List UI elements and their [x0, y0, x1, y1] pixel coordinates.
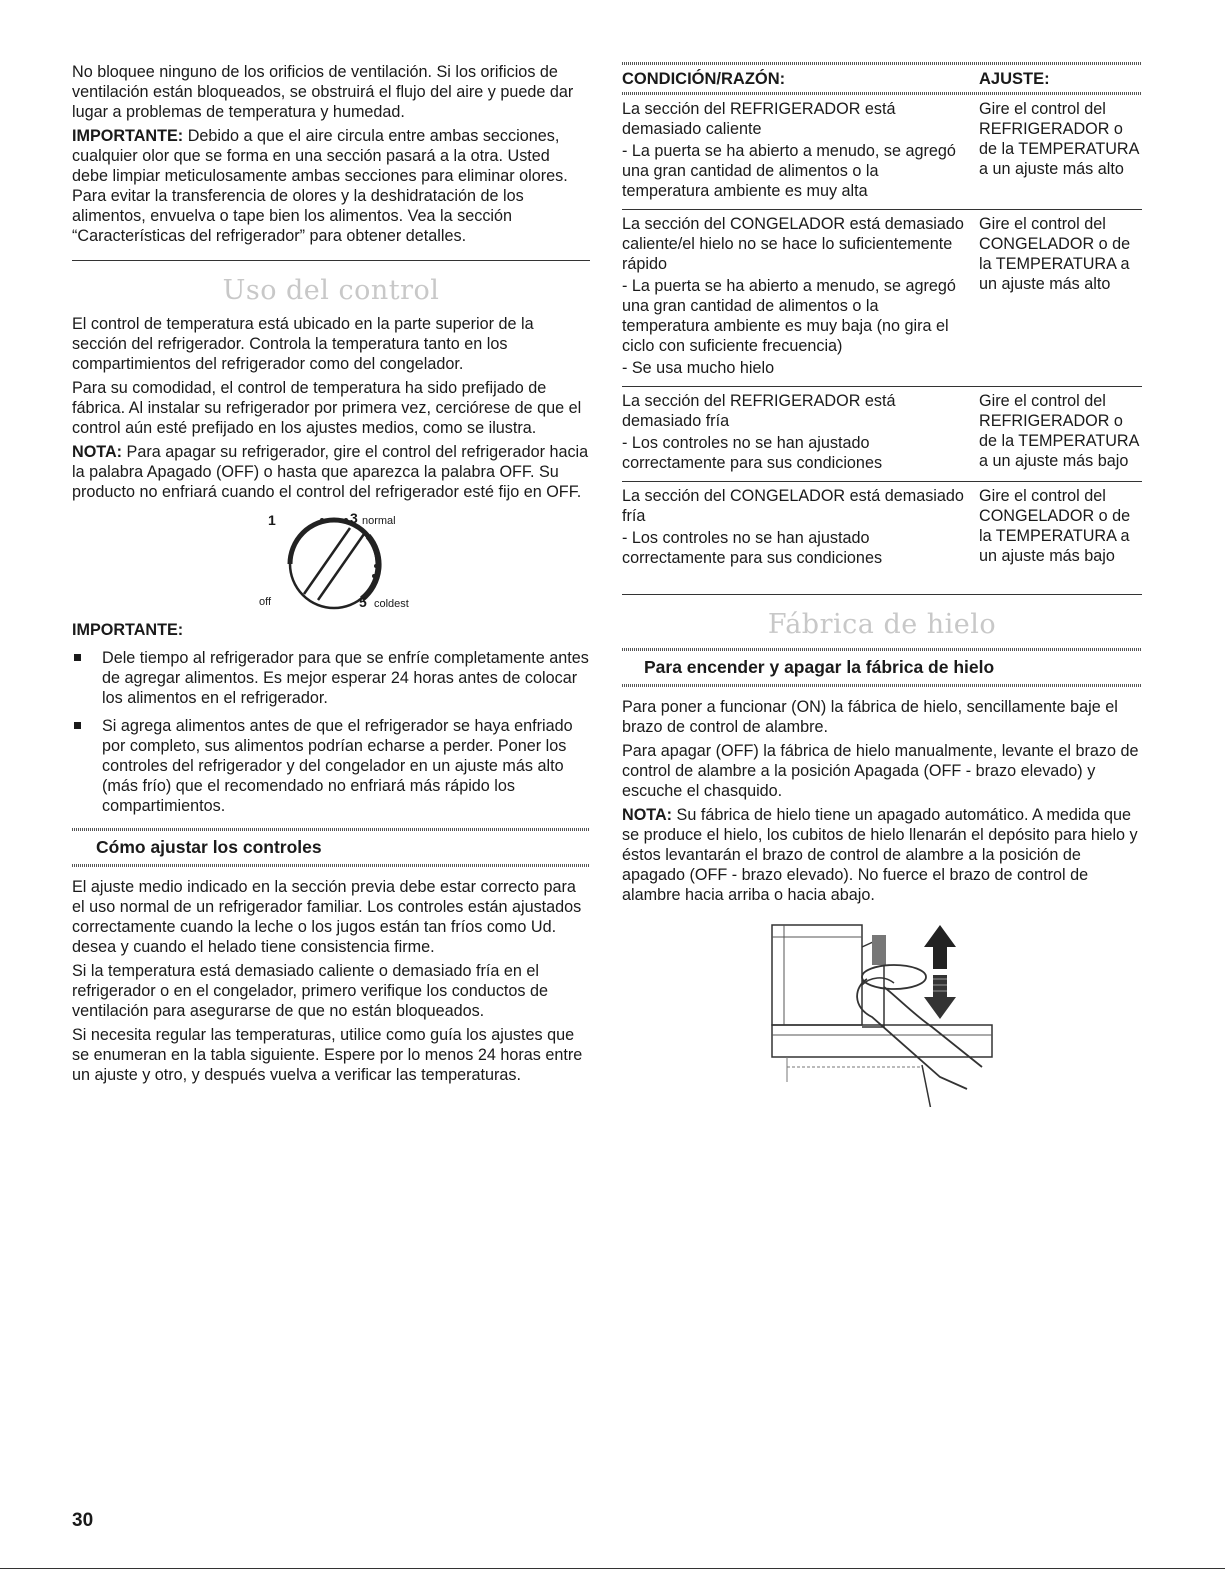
como-paragraph-2: Si la temperatura está demasiado caliente o demasiado fría en el refrigerador o en el congelador, primero verifique los conductos de ventilación para asegurarse de que no están bloqueados. — [72, 962, 549, 1020]
section-divider — [622, 594, 1142, 595]
subhead-top-rule — [72, 828, 590, 831]
intro-paragraph: No bloquee ninguno de los orificios de ventilación. Si los orificios de ventilación están bloqueados, se obstruirá el flujo del aire y puede dar lugar a problemas de temperatura y humedad. — [72, 63, 574, 121]
condition-cell: La sección del REFRIGERADOR está demasiado fría - Los controles no se han ajustado correctamente para sus condiciones — [622, 392, 896, 472]
fabrica-de-hielo-heading: Fábrica de hielo — [767, 609, 997, 640]
section-divider — [72, 260, 590, 261]
dial-label-normal: normal — [362, 515, 396, 527]
important-label: IMPORTANTE: — [72, 127, 184, 145]
como-paragraph-3: Si necesita regular las temperaturas, utilice como guía los ajustes que se enumeran en la tabla siguiente. Espere por lo menos 24 horas entre un ajuste y otro, y después vuelva a verificar las temperaturas. — [72, 1026, 583, 1084]
page-bottom-rule — [0, 1568, 1225, 1569]
nota-text: Su fábrica de hielo tiene un apagado automático. A medida que se produce el hielo, los cubitos de hielo llenarán el depósito para hielo y éstos levantarán el brazo de control de alambre a la posición de apagado (OFF - brazo elevado). No fuerce el brazo de control de alambre hacia arriba o hacia abajo. — [622, 806, 1138, 904]
nota-paragraph — [72, 442, 590, 502]
nota-label: NOTA: — [622, 806, 673, 824]
table-row — [622, 387, 1142, 481]
condition-cell: La sección del REFRIGERADOR está demasiado caliente - La puerta se ha abierto a menudo, se agregó una gran cantidad de alimentos o la temperatura ambiente es muy alta — [622, 100, 956, 200]
list-item: Dele tiempo al refrigerador para que se enfríe completamente antes de agregar alimentos. Es mejor esperar 24 horas antes de colocar los alimentos en el refrigerador. — [72, 648, 590, 708]
fabrica-paragraph-1: Para poner a funcionar (ON) la fábrica de hielo, sencillamente baje el brazo de control de alambre. — [622, 698, 1118, 736]
table-row — [622, 95, 1142, 209]
adjust-cell: Gire el control del REFRIGERADOR o de la TEMPERATURA a un ajuste más alto — [979, 100, 1139, 178]
uso-paragraph-2: Para su comodidad, el control de temperatura ha sido prefijado de fábrica. Al instalar su refrigerador por primera vez, cerciórese de que el control aún esté prefijado en los ajustes medios, como se ilustra. — [72, 379, 582, 437]
ice-maker-illustration-icon — [622, 917, 1142, 1107]
temperature-dial-figure — [72, 506, 590, 614]
table-row — [622, 210, 1142, 386]
uso-paragraph-1: El control de temperatura está ubicado en la parte superior de la sección del refrigerador. Controla la temperatura tanto en los compartimientos del refrigerador como del congelador. — [72, 315, 534, 373]
encender-apagar-heading: Para encender y apagar la fábrica de hielo — [644, 657, 995, 677]
dial-label-1: 1 — [268, 512, 276, 528]
condition-cell: La sección del CONGELADOR está demasiado caliente/el hielo no se hace lo suficientemente rápido - La puerta se ha abierto a menudo, se agregó una gran cantidad de alimentos o la temperatura ambiente es muy baja (no gira el ciclo con suficiente frecuencia) - Se usa mucho hielo — [622, 215, 964, 377]
subhead-bottom-rule — [622, 684, 1142, 687]
bullet-icon — [74, 654, 81, 661]
dial-icon — [72, 506, 590, 614]
adjust-header: AJUSTE: — [979, 70, 1050, 88]
nota-text: Para apagar su refrigerador, gire el control del refrigerador hacia la palabra Apagado (OFF) o hasta que aparezca la palabra OFF. Su producto no enfriará cuando el control del refrigerador esté fijo en OFF. — [72, 443, 589, 501]
subhead-top-rule — [622, 648, 1142, 651]
right-column — [622, 62, 1142, 1107]
adjustment-table — [622, 65, 1142, 576]
bullet-icon — [74, 722, 81, 729]
como-ajustar-heading: Cómo ajustar los controles — [96, 837, 322, 857]
adjust-cell: Gire el control del REFRIGERADOR o de la TEMPERATURA a un ajuste más bajo — [979, 392, 1139, 470]
dial-label-off: off — [259, 596, 272, 608]
important-bullet-list — [72, 648, 590, 816]
dial-label-coldest: coldest — [374, 598, 409, 610]
page-number: 30 — [72, 1510, 94, 1531]
fabrica-nota-paragraph — [622, 805, 1142, 905]
dial-label-3: 3 — [350, 510, 358, 526]
condition-cell: La sección del CONGELADOR está demasiado fría - Los controles no se han ajustado correctamente para sus condiciones — [622, 487, 964, 567]
uso-del-control-heading: Uso del control — [222, 275, 440, 306]
como-paragraph-1: El ajuste medio indicado en la sección previa debe estar correcto para el uso normal de un refrigerador familiar. Los controles están ajustados correctamente cuando la leche o los jugos están tan fríos como Ud. desea y cuando el helado tiene consistencia firme. — [72, 878, 582, 956]
adjust-cell: Gire el control del CONGELADOR o de la TEMPERATURA a un ajuste más bajo — [979, 487, 1131, 565]
table-header-row — [622, 65, 1142, 92]
important-paragraph — [72, 126, 590, 246]
subhead-bottom-rule — [72, 864, 590, 867]
important-text: Debido a que el aire circula entre ambas secciones, cualquier olor que se forma en una sección pasará a la otra. Usted debe limpiar meticulosamente ambas secciones para eliminar olores. Para evitar la transferencia de olores y la deshidratación de los alimentos, envuelva o tape bien los alimentos. Vea la sección “Características del refrigerador” para obtener detalles. — [72, 127, 568, 245]
left-column — [72, 62, 590, 1089]
important-2-label: IMPORTANTE: — [72, 621, 184, 639]
table-row — [622, 482, 1142, 576]
adjust-cell: Gire el control del CONGELADOR o de la TEMPERATURA a un ajuste más alto — [979, 215, 1131, 293]
nota-label: NOTA: — [72, 443, 123, 461]
fabrica-paragraph-2: Para apagar (OFF) la fábrica de hielo manualmente, levante el brazo de control de alambre a la posición Apagada (OFF - brazo elevado) y escuche el chasquido. — [622, 742, 1139, 800]
dial-label-5: 5 — [359, 594, 367, 610]
list-item: Si agrega alimentos antes de que el refrigerador se haya enfriado por completo, sus alimentos podrían echarse a perder. Poner los controles del refrigerador y del congelador en un ajuste más alto (más frío) que el recomendado no enfriará más rápido los compartimientos. — [72, 716, 590, 816]
condition-header: CONDICIÓN/RAZÓN: — [622, 70, 786, 88]
